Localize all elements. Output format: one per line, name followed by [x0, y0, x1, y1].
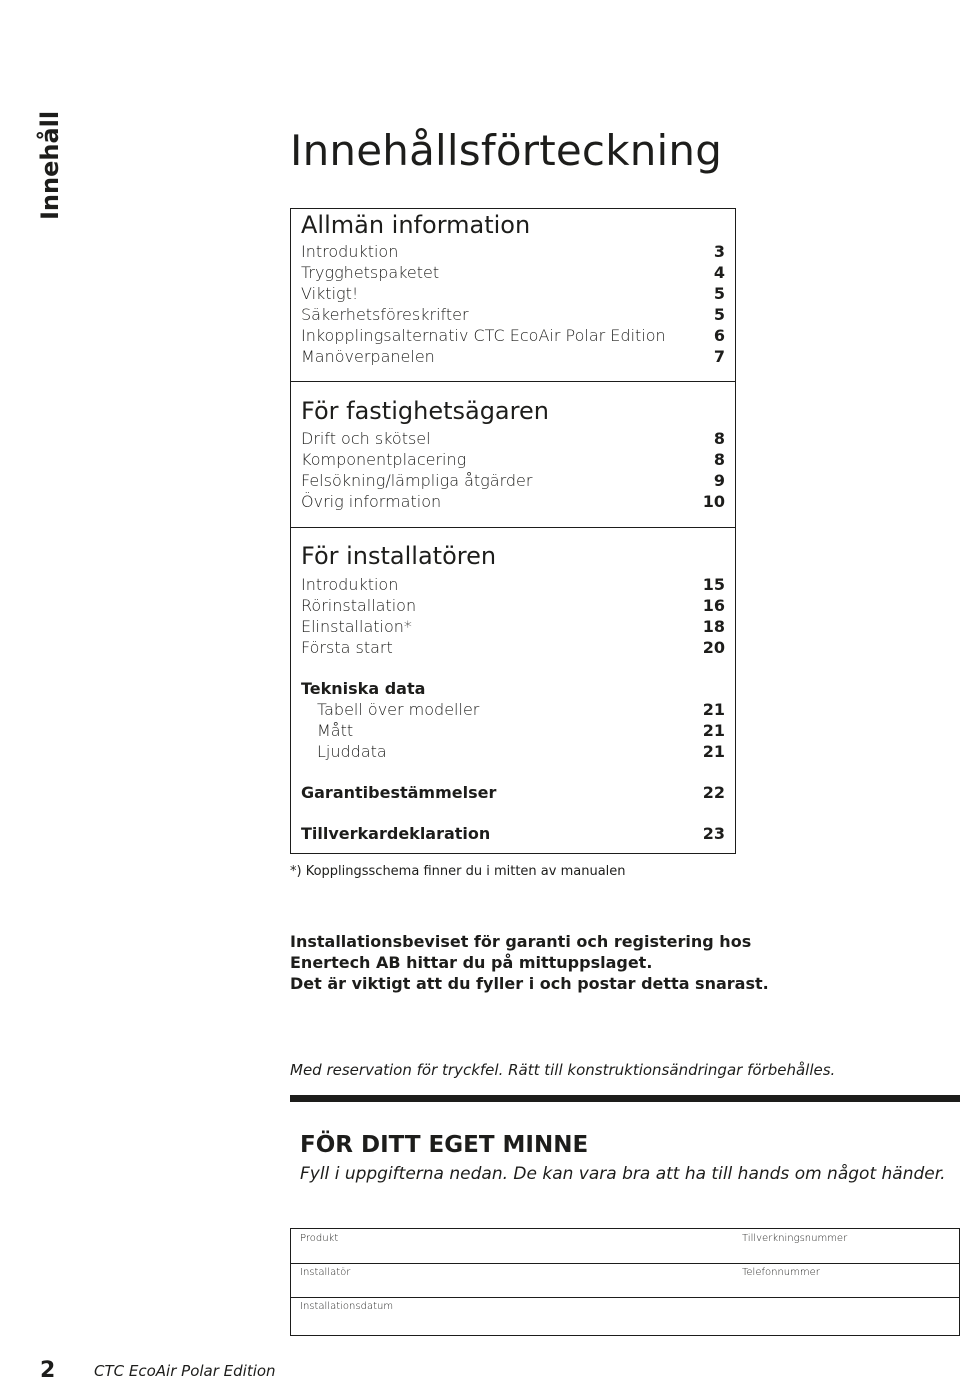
toc-entry-page: 9 [713, 471, 725, 490]
field-label-installer: Installatör [300, 1267, 351, 1278]
toc-entry[interactable] [301, 823, 725, 844]
toc-entry-label: Trygghetspaketet [301, 263, 440, 282]
side-tab [28, 110, 68, 230]
toc-entry-label: Tabell över modeller [317, 700, 480, 719]
field-label-product: Produkt [300, 1233, 339, 1244]
toc-entry-page: 22 [702, 783, 725, 802]
toc-entry[interactable] [301, 304, 725, 325]
toc-entry-page: 10 [702, 492, 725, 511]
toc-entry[interactable] [301, 720, 725, 741]
section-heading-general: Allmän information [301, 211, 531, 239]
toc-entry-page: 8 [713, 429, 725, 448]
toc-entry-page: 15 [702, 575, 725, 594]
toc-entry[interactable] [301, 616, 725, 637]
toc-entry[interactable] [301, 491, 725, 512]
side-tab-label: Innehåll [36, 110, 64, 220]
toc-entry-page: 21 [702, 742, 725, 761]
field-label-serial: Tillverkningsnummer [742, 1233, 848, 1244]
toc-entry[interactable] [301, 741, 725, 762]
memo-subtitle: Fyll i uppgifterna nedan. De kan vara bra att ha till hands om något händer. [300, 1164, 946, 1184]
toc-entry-label: Mått [317, 721, 354, 740]
toc-entry[interactable] [301, 637, 725, 658]
toc-entry-page: 18 [702, 617, 725, 636]
toc-entry-label: Övrig information [301, 492, 442, 511]
toc-entry-page: 8 [713, 450, 725, 469]
warranty-notice [290, 931, 769, 994]
toc-entry[interactable] [301, 262, 725, 283]
footnote: *) Kopplingsschema finner du i mitten av manualen [290, 864, 626, 879]
field-label-install-date: Installationsdatum [300, 1301, 394, 1312]
notice-line: Enertech AB hittar du på mittuppslaget. [290, 953, 653, 972]
toc-entry-label: Tillverkardeklaration [301, 824, 491, 843]
toc-entry-label: Introduktion [301, 575, 399, 594]
toc-subsection-label: Tekniska data [301, 679, 426, 698]
footer-title: CTC EcoAir Polar Edition [94, 1362, 276, 1380]
toc-entry-label: Manöverpanelen [301, 347, 435, 366]
toc-entry-page: 21 [702, 700, 725, 719]
toc-entry[interactable] [301, 782, 725, 803]
toc-entry-label: Ljuddata [317, 742, 387, 761]
toc-entry-page: 3 [713, 242, 725, 261]
toc-entry-label: Säkerhetsföreskrifter [301, 305, 469, 324]
toc-entry-label: Rörinstallation [301, 596, 417, 615]
section-divider [291, 527, 735, 528]
field-label-phone: Telefonnummer [742, 1267, 820, 1278]
form-divider [291, 1263, 959, 1264]
toc-entry-label: Komponentplacering [301, 450, 467, 469]
toc-entry[interactable] [301, 699, 725, 720]
notice-line: Installationsbeviset för garanti och registering hos [290, 932, 752, 951]
toc-entry-page: 4 [713, 263, 725, 282]
toc-entry[interactable] [301, 346, 725, 367]
reservation-note: Med reservation för tryckfel. Rätt till konstruktionsändringar förbehålles. [290, 1061, 836, 1079]
toc-entry[interactable] [301, 283, 725, 304]
page-number: 2 [40, 1358, 56, 1383]
divider-rule [290, 1095, 960, 1102]
section-heading-owner: För fastighetsägaren [301, 397, 549, 425]
toc-entry-label: Introduktion [301, 242, 399, 261]
toc-entry-page: 20 [702, 638, 725, 657]
toc-entry-page: 23 [702, 824, 725, 843]
toc-entry[interactable] [301, 241, 725, 262]
page-title: Innehållsförteckning [290, 126, 723, 175]
toc-entry-label: Första start [301, 638, 393, 657]
memo-form [290, 1228, 960, 1336]
toc-entry[interactable] [301, 449, 725, 470]
notice-line: Det är viktigt att du fyller i och postar detta snarast. [290, 974, 769, 993]
section-heading-installer: För installatören [301, 542, 497, 570]
toc-entry-label: Elinstallation* [301, 617, 412, 636]
toc-entry[interactable] [301, 574, 725, 595]
form-divider [291, 1297, 959, 1298]
toc-entry[interactable] [301, 325, 725, 346]
section-divider [291, 381, 735, 382]
toc-entry-page: 5 [713, 305, 725, 324]
toc-entry-page: 16 [702, 596, 725, 615]
toc-entry-label: Inkopplingsalternativ CTC EcoAir Polar Edition [301, 326, 666, 345]
toc-subsection-heading[interactable] [301, 678, 725, 699]
toc-entry-page: 7 [713, 347, 725, 366]
toc-entry-label: Viktigt! [301, 284, 359, 303]
toc-entry[interactable] [301, 470, 725, 491]
toc-entry[interactable] [301, 595, 725, 616]
toc-entry-label: Felsökning/lämpliga åtgärder [301, 471, 533, 490]
table-of-contents [290, 208, 736, 854]
memo-title: FÖR DITT EGET MINNE [300, 1132, 589, 1158]
toc-entry-page: 5 [713, 284, 725, 303]
toc-entry[interactable] [301, 428, 725, 449]
toc-entry-label: Drift och skötsel [301, 429, 431, 448]
toc-entry-label: Garantibestämmelser [301, 783, 497, 802]
toc-entry-page: 6 [713, 326, 725, 345]
toc-entry-page: 21 [702, 721, 725, 740]
